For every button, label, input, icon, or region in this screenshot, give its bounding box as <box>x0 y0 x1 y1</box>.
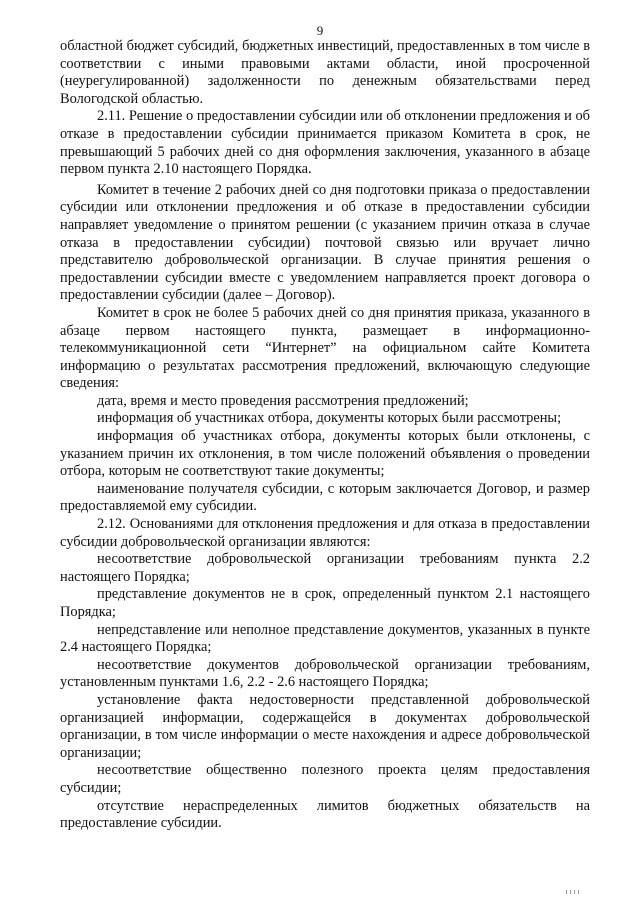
list-item: информация об участниках отбора, документы которых были отклонены, с указанием причин их отклонения, в том числе положений объявления о проведении отбора, которым не соответствуют такие документы; <box>60 428 590 480</box>
page-number: 9 <box>316 23 324 38</box>
scan-mark <box>566 887 580 897</box>
list-item: несоответствие добровольческой организации требованиям пункта 2.2 настоящего Порядка; <box>60 551 590 585</box>
paragraph: 2.11. Решение о предоставлении субсидии или об отклонении предложения и об отказе в предоставлении субсидии принимается приказом Комитета в срок, не превышающий 5 рабочих дней со дня оформления заключения, указанного в абзаце первом пункта 2.10 настоящего Порядка. <box>60 108 590 178</box>
list-item: установление факта недостоверности представленной добровольческой организацией информации, содержащейся в документах добровольческой организации, в том числе информации о месте нахождения и адресе добровольческой организации; <box>60 691 590 761</box>
paragraph: Комитет в срок не более 5 рабочих дней со дня принятия приказа, указанного в абзаце первом настоящего пункта, размещает в информационно-телекоммуникационной сети “Интернет” на официальном сайте Комитета информацию о результатах рассмотрения предложений, включающую следующие сведения: <box>60 304 590 392</box>
scan-mark-icon <box>566 889 580 895</box>
list-item: отсутствие нераспределенных лимитов бюджетных обязательств на предоставление субсидии. <box>60 797 590 832</box>
list-item: информация об участниках отбора, документы которых были рассмотрены; <box>97 410 562 427</box>
paragraph: 2.12. Основаниями для отклонения предложения и для отказа в предоставлении субсидии добровольческой организации являются: <box>60 516 590 550</box>
list-item: несоответствие документов добровольческой организации требованиям, установленным пунктами 1.6, 2.2 - 2.6 настоящего Порядка; <box>60 656 590 691</box>
list-item: непредставление или неполное представление документов, указанных в пункте 2.4 настоящего Порядка; <box>60 621 590 656</box>
paragraph: Комитет в течение 2 рабочих дней со дня подготовки приказа о предоставлении субсидии или отклонении предложения и об отказе в предоставлении субсидии направляет уведомление о принятом решении (с указанием причин отказа в случае отказа в предоставлении субсидии) почтовой связью или вручает лично представителю добровольческой организации. В случае принятия решения о предоставлении субсидии вместе с уведомлением направляется проект договора о предоставлении субсидии (далее – Договор). <box>60 181 590 304</box>
list-item: представление документов не в срок, определенный пунктом 2.1 настоящего Порядка; <box>60 586 590 620</box>
list-item: несоответствие общественно полезного проекта целям предоставления субсидии; <box>60 762 590 796</box>
list-item: дата, время и место проведения рассмотрения предложений; <box>97 392 469 409</box>
document-body <box>60 38 590 833</box>
paragraph: областной бюджет субсидий, бюджетных инвестиций, предоставленных в том числе в соответствии с иными правовыми актами области, иной просроченной (неурегулированной) задолженности по денежным обязательствами перед Вологодской областью. <box>60 38 590 107</box>
list-item: наименование получателя субсидии, с которым заключается Договор, и размер предоставляемой ему субсидии. <box>60 480 590 515</box>
